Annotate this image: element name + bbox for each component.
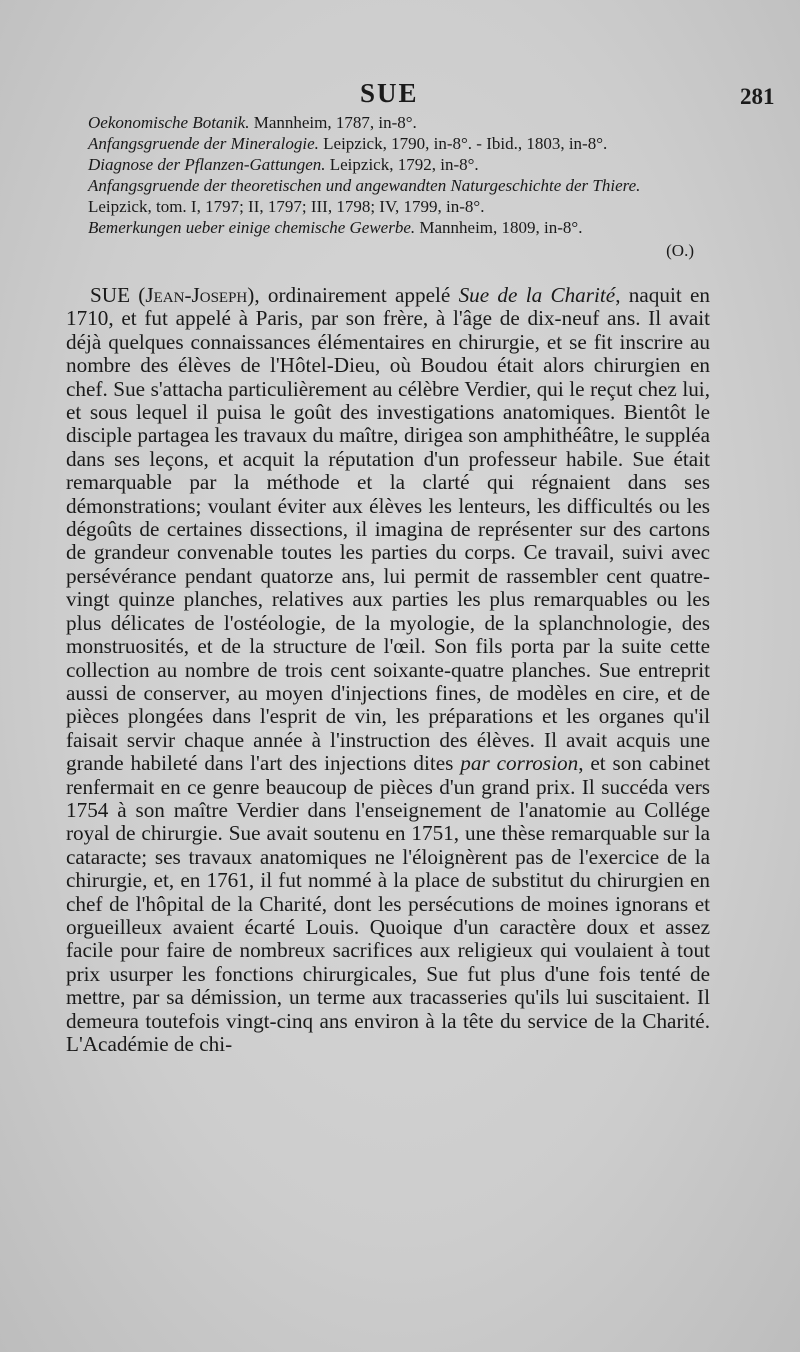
- bibliography-list: [88, 112, 708, 261]
- reference-item: Bemerkungen ueber einige chemische Gewerbe. Mannheim, 1809, in-8°.: [88, 218, 583, 237]
- reference-item: Oekonomische Botanik. Mannheim, 1787, in-8°.: [88, 113, 417, 132]
- entry-given-names: Jean-Joseph: [145, 283, 248, 307]
- reference-item: Anfangsgruende der Mineralogie. Leipzick, 1790, in-8°. - Ibid., 1803, in-8°.: [88, 134, 608, 153]
- biography-paragraph: SUE (Jean-Joseph), ordinairement appelé Sue de la Charité, naquit en 1710, et fut appelé à Paris, par son frère, à l'âge de dix-neuf ans. Il avait déjà quelques connaissances élémentaires en chirurgie, et se fit inscrire au nombre des élèves de l'Hôtel-Dieu, où Boudou était alors chirurgien en chef. Sue s'attacha particulièrement au célèbre Verdier, qui le reçut chez lui, et sous lequel il puisa le goût des investigations anatomiques. Bientôt le disciple partagea les travaux du maître, dirigea son amphithéâtre, le suppléa dans ses leçons, et acquit la réputation d'un professeur habile. Sue était remarquable par la méthode et la clarté qui régnaient dans ses démonstrations; voulant éviter aux élèves les lenteurs, les difficultés ou les dégoûts de certaines dissections, il imagina de représenter sur des cartons de grandeur convenable toutes les parties du corps. Ce travail, suivi avec persévérance pendant quatorze ans, lui permit de rassembler cent quatre-vingt quinze planches, relatives aux parties les plus remarquables ou les plus délicates de l'ostéologie, de la myologie, de la splanchnologie, des monstruosités, et de la structure de l'œil. Son fils porta par la suite cette collection au nombre de trois cent soixante-quatre planches. Sue entreprit aussi de conserver, au moyen d'injections fines, de modèles en cire, et de pièces plongées dans l'esprit de vin, les préparations et les organes qu'il faisait servir chaque année à l'instruction des élèves. Il avait acquis une grande habileté dans l'art des injections dites par corrosion, et son cabinet renfermait en ce genre beaucoup de pièces d'un grand prix. Il succéda vers 1754 à son maître Verdier dans l'enseignement de l'anatomie au Collége royal de chirurgie. Sue avait soutenu en 1751, une thèse remarquable sur la cataracte; ses travaux anatomiques ne l'éloignèrent pas de l'exercice de la chirurgie, et, en 1761, il fut nommé à la place de substitut du chirurgien en chef de l'hôpital de la Charité, dont les persécutions de moines ignorans et orgueilleux avaient écarté Louis. Quoique d'un caractère doux et assez facile pour faire de nombreux sacrifices aux religieux qui voulaient à tout prix usurper les fonctions chirurgicales, Sue fut plus d'une fois tenté de mettre, par sa démission, un terme aux tracasseries qu'ils lui suscitaient. Il demeura toutefois vingt-cinq ans environ à la tête du service de la Charité. L'Académie de chi-: [66, 283, 711, 1056]
- page-header: [0, 78, 800, 112]
- entry-surname: SUE: [90, 283, 131, 307]
- biography-entry: [66, 284, 710, 1056]
- reference-item: Anfangsgruende der theoretischen und angewandten Naturgeschichte der Thiere. Leipzick, tom. I, 1797; II, 1797; III, 1798; IV, 1799, in-8°.: [88, 176, 641, 216]
- reference-item: Diagnose der Pflanzen-Gattungen. Leipzick, 1792, in-8°.: [88, 155, 479, 174]
- emphasis-term: par corrosion: [460, 751, 579, 776]
- page-number: 281: [740, 84, 775, 109]
- entry-epithet: Sue de la Charité: [458, 283, 616, 307]
- author-initials: (O.): [666, 241, 694, 260]
- running-head: SUE: [360, 78, 419, 108]
